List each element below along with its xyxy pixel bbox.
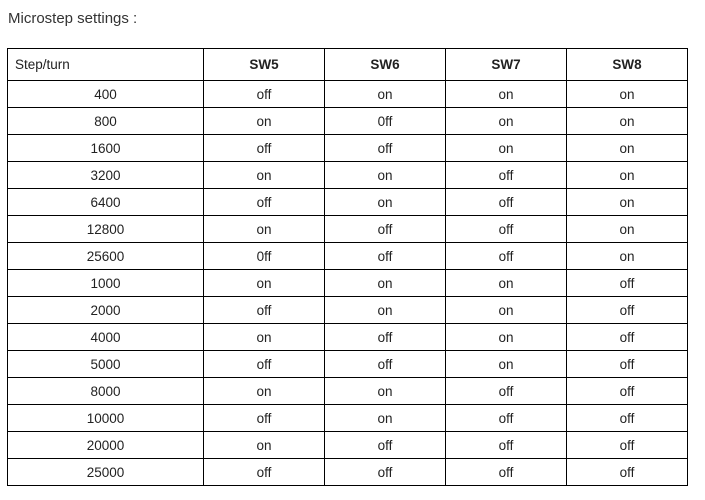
sw8-cell: off	[567, 297, 688, 324]
step-turn-cell: 1000	[8, 270, 204, 297]
sw7-cell: on	[446, 108, 567, 135]
sw8-cell: off	[567, 405, 688, 432]
sw5-cell: on	[204, 324, 325, 351]
microstep-table	[7, 48, 688, 486]
step-turn-cell: 6400	[8, 189, 204, 216]
sw8-cell: on	[567, 162, 688, 189]
table-row	[8, 135, 688, 162]
sw8-cell: off	[567, 324, 688, 351]
sw7-cell: off	[446, 243, 567, 270]
step-turn-cell: 3200	[8, 162, 204, 189]
sw6-cell: off	[325, 459, 446, 486]
sw7-cell: off	[446, 189, 567, 216]
sw6-cell: on	[325, 81, 446, 108]
step-turn-cell: 25000	[8, 459, 204, 486]
sw6-cell: off	[325, 135, 446, 162]
table-body	[8, 81, 688, 486]
page-heading: Microstep settings :	[8, 10, 138, 27]
sw5-cell: on	[204, 378, 325, 405]
step-turn-cell: 800	[8, 108, 204, 135]
sw8-cell: off	[567, 351, 688, 378]
table-row	[8, 270, 688, 297]
sw5-cell: 0ff	[204, 243, 325, 270]
sw5-cell: on	[204, 216, 325, 243]
step-turn-cell: 8000	[8, 378, 204, 405]
sw5-cell: off	[204, 135, 325, 162]
sw6-cell: 0ff	[325, 108, 446, 135]
table-row	[8, 243, 688, 270]
table-row	[8, 378, 688, 405]
sw6-cell: on	[325, 189, 446, 216]
table-row	[8, 189, 688, 216]
column-header-sw8: SW8	[567, 49, 688, 81]
sw8-cell: on	[567, 81, 688, 108]
table-row	[8, 297, 688, 324]
step-turn-cell: 20000	[8, 432, 204, 459]
column-header-step-turn: Step/turn	[8, 49, 204, 81]
sw6-cell: on	[325, 405, 446, 432]
sw8-cell: off	[567, 432, 688, 459]
table-row	[8, 81, 688, 108]
table-row	[8, 108, 688, 135]
sw5-cell: on	[204, 108, 325, 135]
sw5-cell: off	[204, 351, 325, 378]
step-turn-cell: 10000	[8, 405, 204, 432]
step-turn-cell: 25600	[8, 243, 204, 270]
column-header-sw6: SW6	[325, 49, 446, 81]
sw8-cell: on	[567, 243, 688, 270]
sw6-cell: on	[325, 162, 446, 189]
sw6-cell: on	[325, 270, 446, 297]
step-turn-cell: 2000	[8, 297, 204, 324]
sw8-cell: off	[567, 378, 688, 405]
sw8-cell: on	[567, 216, 688, 243]
sw6-cell: off	[325, 324, 446, 351]
table-row	[8, 216, 688, 243]
sw6-cell: off	[325, 432, 446, 459]
sw6-cell: on	[325, 297, 446, 324]
sw7-cell: on	[446, 297, 567, 324]
table-row	[8, 162, 688, 189]
sw5-cell: off	[204, 405, 325, 432]
sw8-cell: off	[567, 270, 688, 297]
sw8-cell: off	[567, 459, 688, 486]
table-row	[8, 432, 688, 459]
column-header-sw5: SW5	[204, 49, 325, 81]
sw7-cell: off	[446, 459, 567, 486]
sw6-cell: off	[325, 243, 446, 270]
sw7-cell: on	[446, 351, 567, 378]
sw5-cell: on	[204, 270, 325, 297]
table-header-row	[8, 49, 688, 81]
table-row	[8, 459, 688, 486]
column-header-sw7: SW7	[446, 49, 567, 81]
sw6-cell: off	[325, 216, 446, 243]
sw7-cell: on	[446, 324, 567, 351]
sw7-cell: on	[446, 135, 567, 162]
table-row	[8, 324, 688, 351]
sw5-cell: off	[204, 81, 325, 108]
step-turn-cell: 12800	[8, 216, 204, 243]
step-turn-cell: 4000	[8, 324, 204, 351]
sw7-cell: off	[446, 162, 567, 189]
sw8-cell: on	[567, 108, 688, 135]
sw7-cell: off	[446, 378, 567, 405]
sw7-cell: off	[446, 216, 567, 243]
table-row	[8, 405, 688, 432]
sw6-cell: off	[325, 351, 446, 378]
sw8-cell: on	[567, 135, 688, 162]
sw7-cell: off	[446, 405, 567, 432]
sw5-cell: off	[204, 459, 325, 486]
sw7-cell: off	[446, 432, 567, 459]
step-turn-cell: 5000	[8, 351, 204, 378]
sw5-cell: on	[204, 432, 325, 459]
sw5-cell: off	[204, 297, 325, 324]
sw8-cell: on	[567, 189, 688, 216]
sw5-cell: off	[204, 189, 325, 216]
sw6-cell: on	[325, 378, 446, 405]
table-row	[8, 351, 688, 378]
sw5-cell: on	[204, 162, 325, 189]
sw7-cell: on	[446, 81, 567, 108]
step-turn-cell: 400	[8, 81, 204, 108]
sw7-cell: on	[446, 270, 567, 297]
step-turn-cell: 1600	[8, 135, 204, 162]
